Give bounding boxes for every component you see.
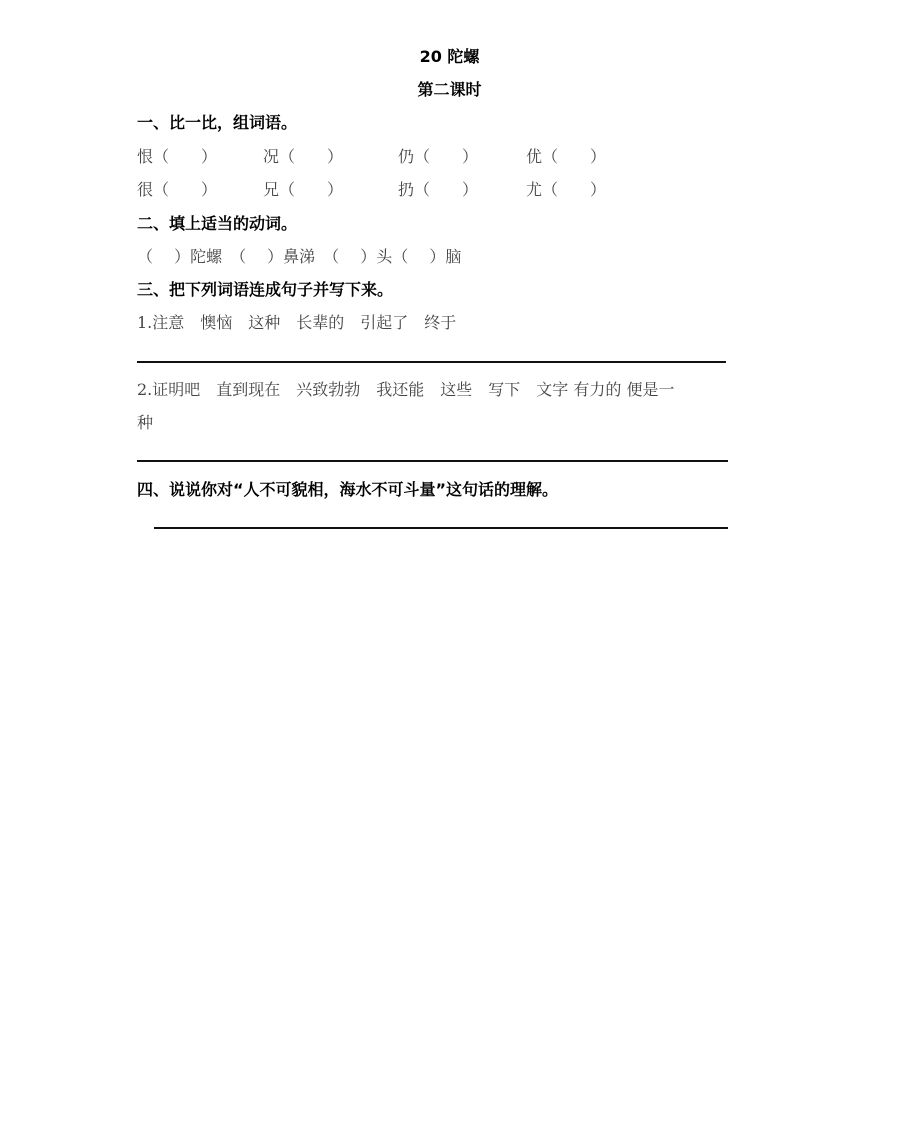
section-2-line: （ ）陀螺 （ ）鼻涕 （ ）头（ ）脑 <box>137 247 462 266</box>
section-3-heading: 三、把下列词语连成句子并写下来。 <box>137 280 394 299</box>
section-4-heading: 四、说说你对“人不可貌相，海水不可斗量”这句话的理解。 <box>137 480 559 499</box>
section-2-heading: 二、填上适当的动词。 <box>137 214 298 233</box>
page-subtitle: 第二课时 <box>417 80 482 99</box>
section-1-item-1-4: 优（ ） <box>526 147 607 166</box>
page-title: 20 陀螺 <box>419 47 480 66</box>
section-1-item-1-1: 恨（ ） <box>137 147 218 166</box>
answer-line-2 <box>137 460 728 462</box>
section-3-item-2-line-1: 2.证明吧 直到现在 兴致勃勃 我还能 这些 写下 文字 有力的 便是一 <box>137 380 675 399</box>
section-3-item-2-line-2: 种 <box>137 413 154 432</box>
answer-line-3 <box>154 527 728 529</box>
section-1-item-2-3: 扔（ ） <box>398 180 479 199</box>
section-1-item-2-1: 很（ ） <box>137 180 218 199</box>
answer-line-1 <box>137 361 726 363</box>
section-1-item-2-4: 尤（ ） <box>526 180 607 199</box>
section-1-heading: 一、比一比，组词语。 <box>137 113 298 132</box>
section-1-item-1-2: 况（ ） <box>263 147 344 166</box>
section-1-item-1-3: 仍（ ） <box>398 147 479 166</box>
section-1-item-2-2: 兄（ ） <box>263 180 344 199</box>
section-3-item-1: 1.注意 懊恼 这种 长辈的 引起了 终于 <box>137 313 457 332</box>
